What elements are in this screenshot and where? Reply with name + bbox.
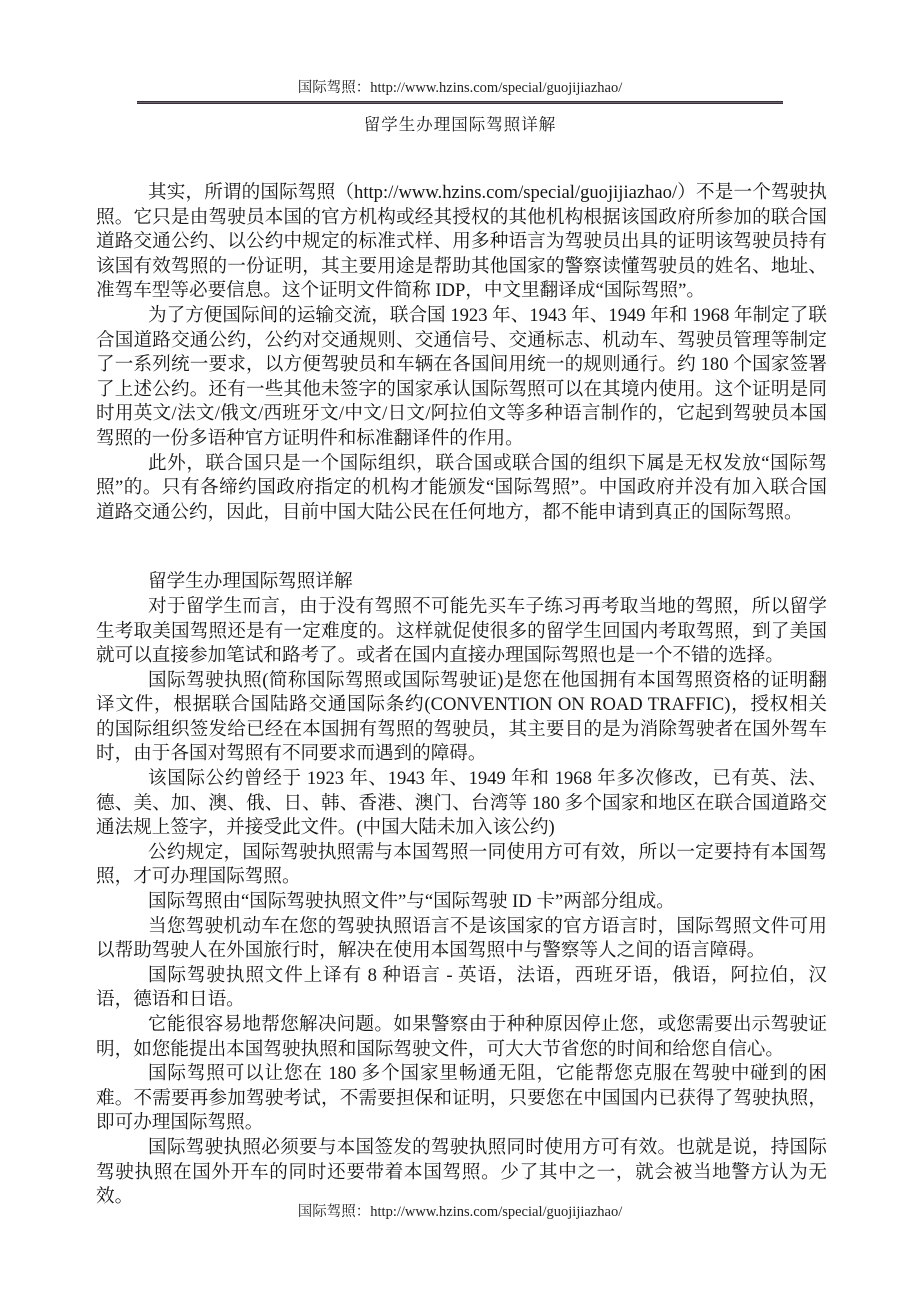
paragraph-detail-10: 国际驾驶执照必须要与本国签发的驾驶执照同时使用方可有效。也就是说，持国际驾驶执照在国外开车的同时还要带着本国驾照。少了其中之一，就会被当地警方认为无效。 bbox=[96, 1136, 827, 1208]
paragraph-detail-2: 国际驾驶执照(简称国际驾照或国际驾驶证)是您在他国拥有本国驾照资格的证明翻译文件，根据联合国陆路交通国际条约(CONVENTION ON ROAD TRAFFIC)，授权相关的国际组织签发给已经在本国拥有驾照的驾驶员，其主要目的是为消除驾驶者在国外驾车时，由于各国对驾照有不同要求而遇到的障碍。 bbox=[96, 669, 827, 765]
paragraph-detail-6: 当您驾驶机动车在您的驾驶执照语言不是该国家的官方语言时，国际驾照文件可用以帮助驾驶人在外国旅行时，解决在使用本国驾照中与警察等人之间的语言障碍。 bbox=[96, 915, 827, 962]
paragraph-detail-3: 该国际公约曾经于 1923 年、1943 年、1949 年和 1968 年多次修改，已有英、法、德、美、加、澳、俄、日、韩、香港、澳门、台湾等 180 多个国家和地区在联合国道路交通法规上签字，并接受此文件。(中国大陆未加入该公约) bbox=[96, 768, 827, 839]
paragraph-detail-7: 国际驾驶执照文件上译有 8 种语言 - 英语，法语，西班牙语，俄语，阿拉伯，汉语，德语和日语。 bbox=[96, 964, 827, 1011]
paragraph-detail-9: 国际驾照可以让您在 180 多个国家里畅通无阻，它能帮您克服在驾驶中碰到的困难。不需要再参加驾驶考试，不需要担保和证明，只要您在中国国内已获得了驾驶执照，即可办理国际驾照。 bbox=[96, 1063, 827, 1134]
document-title: 留学生办理国际驾照详解 bbox=[363, 115, 557, 134]
header-rule bbox=[137, 101, 783, 104]
paragraph-detail-1: 对于留学生而言，由于没有驾照不可能先买车子练习再考取当地的驾照，所以留学生考取美国驾照还是有一定难度的。这样就促使很多的留学生回国内考取驾照，到了美国就可以直接参加笔试和路考了。或者在国内直接办理国际驾照也是一个不错的选择。 bbox=[96, 595, 827, 667]
paragraph-detail-8: 它能很容易地帮您解决问题。如果警察由于种种原因停止您，或您需要出示驾驶证明，如您能提出本国驾驶执照和国际驾驶文件，可大大节省您的时间和给您自信心。 bbox=[96, 1014, 827, 1060]
paragraph-intro-1: 其实，所谓的国际驾照（http://www.hzins.com/special/guojijiazhao/）不是一个驾驶执照。它只是由驾驶员本国的官方机构或经其授权的其他机构根据该国政府所参加的联合国道路交通公约、以公约中规定的标准式样、用多种语言为驾驶员出具的证明该驾驶员持有该国有效驾照的一份证明，其主要用途是帮助其他国家的警察读懂驾驶员的姓名、地址、准驾车型等必要信息。这个证明文件简称 IDP，中文里翻译成“国际驾照”。 bbox=[96, 182, 827, 302]
page-header-text: 国际驾照：http://www.hzins.com/special/guojijiazhao/ bbox=[297, 80, 623, 96]
document-body bbox=[96, 181, 827, 1210]
paragraph-detail-5: 国际驾照由“国际驾驶执照文件”与“国际驾驶 ID 卡”两部分组成。 bbox=[148, 891, 675, 913]
page-footer-text: 国际驾照：http://www.hzins.com/special/guojijiazhao/ bbox=[297, 1204, 623, 1220]
paragraph-intro-2: 为了方便国际间的运输交流，联合国 1923 年、1943 年、1949 年和 1968 年制定了联合国道路交通公约，公约对交通规则、交通信号、交通标志、机动车、驾驶员管理等制定了一系列统一要求，以方便驾驶员和车辆在各国间用统一的规则通行。约 180 个国家签署了上述公约。还有一些其他未签字的国家承认国际驾照可以在其境内使用。这个证明是同时用英文/法文/俄文/西班牙文/中文/日文/阿拉伯文等多种语言制作的，它起到驾驶员本国驾照的一份多语种官方证明件和标准翻译件的作用。 bbox=[96, 304, 827, 449]
paragraph-detail-4: 公约规定，国际驾驶执照需与本国驾照一同使用方可有效，所以一定要持有本国驾照，才可办理国际驾照。 bbox=[96, 841, 827, 888]
paragraph-intro-3: 此外，联合国只是一个国际组织，联合国或联合国的组织下属是无权发放“国际驾照”的。只有各缔约国政府指定的机构才能颁发“国际驾照”。中国政府并没有加入联合国道路交通公约，因此，目前中国大陆公民在任何地方，都不能申请到真正的国际驾照。 bbox=[96, 452, 827, 523]
section-heading: 留学生办理国际驾照详解 bbox=[148, 571, 353, 593]
